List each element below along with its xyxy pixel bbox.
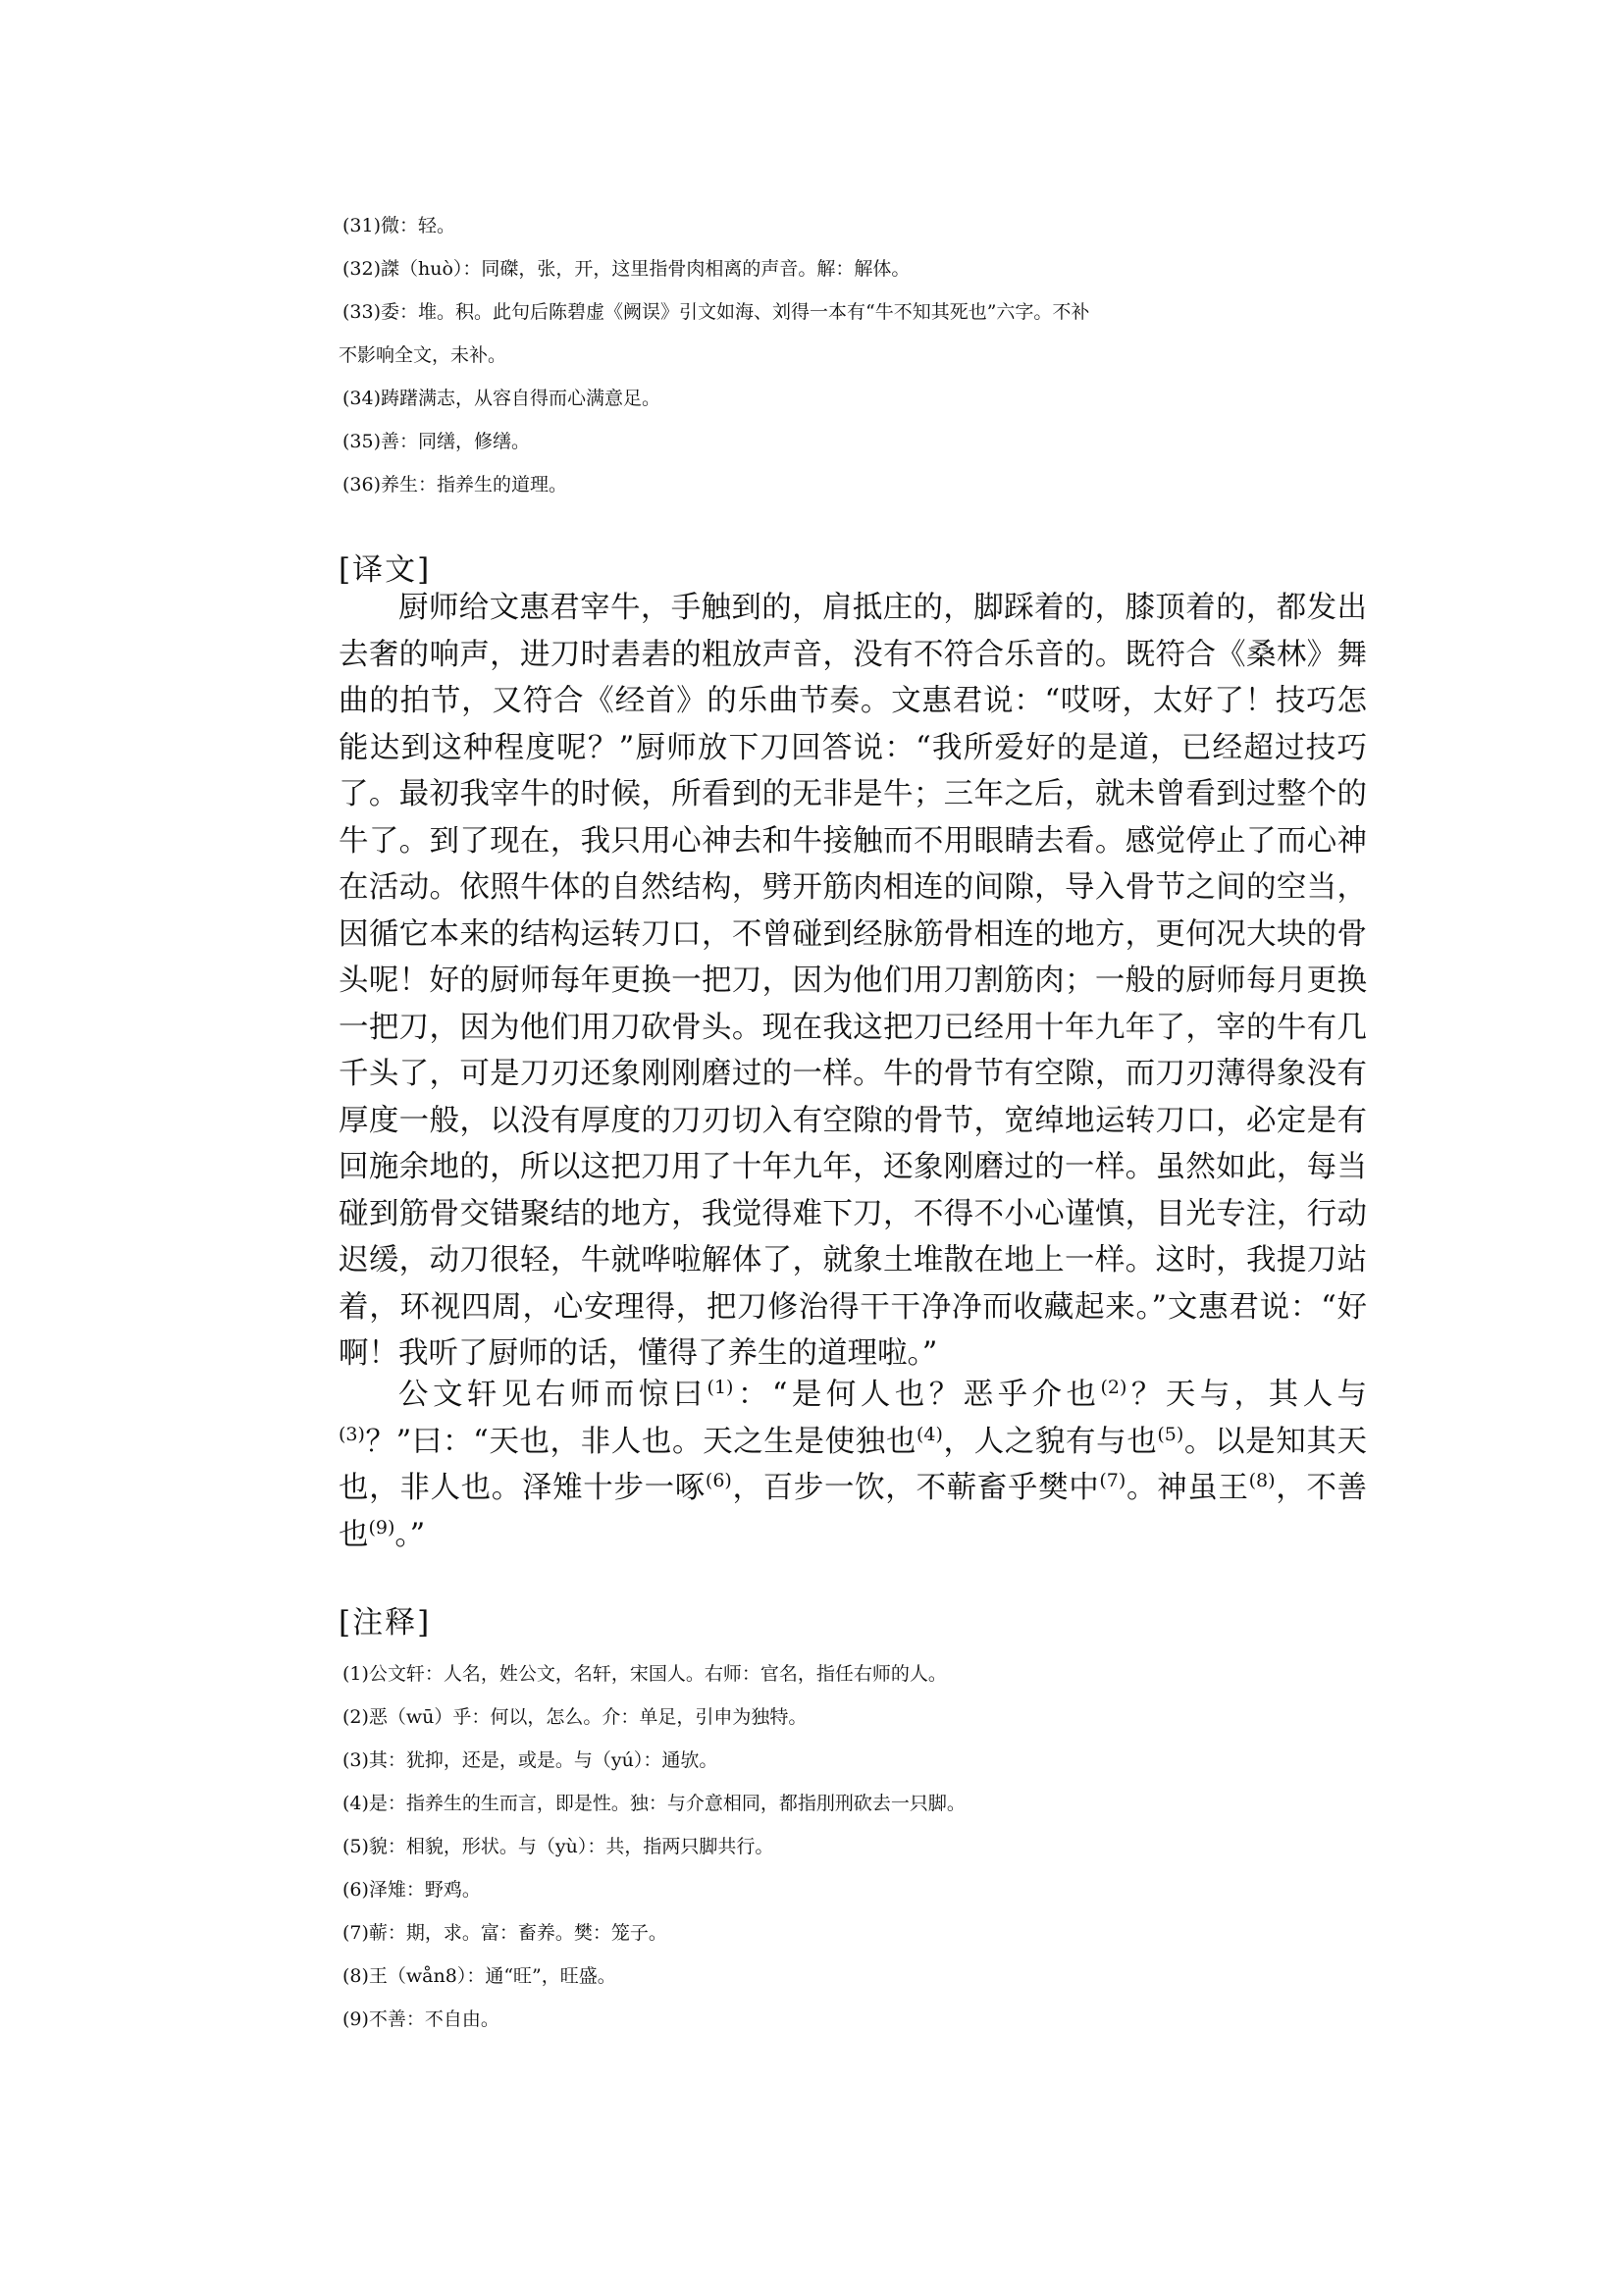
annotation-8: (8)王（wån8）：通“旺”，旺盛。	[342, 1965, 616, 1987]
note-33-line1: (33)委：堆。积。此句后陈碧虚《阙误》引文如海、刘得一本有“牛不知其死也”六字。不补	[342, 301, 1090, 323]
passage-segment: 。”	[394, 1517, 426, 1552]
annotation-1: (1)公文轩：人名，姓公文，名轩，宋国人。右师：官名，指任右师的人。	[342, 1663, 947, 1685]
translation-heading: [译文]	[339, 552, 432, 588]
passage-segment: 。神虽王	[1126, 1471, 1249, 1505]
annotation-4: (4)是：指养生的生而言，即是性。独：与介意相同，都指刖刑砍去一只脚。	[342, 1793, 966, 1814]
translation-paragraph: 厨师给文惠君宰牛，手触到的，肩抵庄的，脚踩着的，膝顶着的，都发出去奢的响声，进刀时砉砉的粗放声音，没有不符合乐音的。既符合《桑林》舞曲的拍节，又符合《经首》的乐曲节奏。文惠君说：“哎呀，太好了！技巧怎能达到这种程度呢？”厨师放下刀回答说：“我所爱好的是道，已经超过技巧了。最初我宰牛的时候，所看到的无非是牛；三年之后，就未曾看到过整个的牛了。到了现在，我只用心神去和牛接触而不用眼睛去看。感觉停止了而心神在活动。依照牛体的自然结构，劈开筋肉相连的间隙，导入骨节之间的空当，因循它本来的结构运转刀口，不曾碰到经脉筋骨相连的地方，更何况大块的骨头呢！好的厨师每年更换一把刀，因为他们用刀割筋肉；一般的厨师每月更换一把刀，因为他们用刀砍骨头。现在我这把刀已经用十年九年了，宰的牛有几千头了，可是刀刃还象刚刚磨过的一样。牛的骨节有空隙，而刀刃薄得象没有厚度一般，以没有厚度的刀刃切入有空隙的骨节，宽绰地运转刀口，必定是有回施余地的，所以这把刀用了十年九年，还象刚磨过的一样。虽然如此，每当碰到筋骨交错聚结的地方，我觉得难下刀，不得不小心谨慎，目光专注，行动迟缓，动刀很轻，牛就哗啦解体了，就象土堆散在地上一样。这时，我提刀站着，环视四周，心安理得，把刀修治得干干净净而收藏起来。”文惠君说：“好啊！我听了厨师的话，懂得了养生的道理啦。”	[339, 591, 1367, 1371]
footnote-marker-2: (2)	[1100, 1376, 1127, 1398]
note-33-line2: 不影响全文，未补。	[339, 344, 507, 366]
annotation-2: (2)恶（wū）乎：何以，怎么。介：单足，引申为独特。	[342, 1706, 808, 1728]
passage-segment: 公文轩见右师而惊曰	[398, 1378, 707, 1412]
annotation-7: (7)蕲：期，求。富：畜养。樊：笼子。	[342, 1922, 667, 1944]
annotation-3: (3)其：犹抑，还是，或是。与（yú）：通欤。	[342, 1749, 718, 1771]
footnote-marker-6: (6)	[705, 1469, 732, 1491]
footnote-marker-7: (7)	[1099, 1469, 1126, 1491]
note-33	[339, 290, 1359, 377]
footnote-marker-8: (8)	[1248, 1469, 1276, 1491]
footnote-marker-5: (5)	[1157, 1423, 1184, 1445]
footnote-marker-3: (3)	[339, 1423, 365, 1445]
bottom-notes-list	[339, 1652, 1359, 2041]
notes-heading: [注释]	[339, 1605, 432, 1641]
note-32: (32)謋（huò）：同磔，张，开，这里指骨肉相离的声音。解：解体。	[342, 258, 911, 280]
original-passage	[339, 1372, 1367, 1558]
annotation-5: (5)貌：相貌，形状。与（yù）：共，指两只脚共行。	[342, 1836, 774, 1857]
note-34: (34)踌躇满志，从容自得而心满意足。	[342, 388, 661, 409]
passage-segment: 。以是知其天也，非人也。泽雉十步一啄	[339, 1424, 1368, 1505]
annotation-6: (6)泽雉：野鸡。	[342, 1879, 481, 1901]
annotation-9: (9)不善：不自由。	[342, 2008, 499, 2030]
note-36: (36)养生：指养生的道理。	[342, 474, 568, 495]
passage-segment: ，人之貌有与也	[942, 1424, 1158, 1459]
passage-segment: ？”曰：“天也，非人也。天之生是使独也	[364, 1424, 917, 1459]
footnote-marker-9: (9)	[368, 1516, 395, 1538]
note-35: (35)善：同缮，修缮。	[342, 431, 531, 452]
note-31: (31)微：轻。	[342, 215, 456, 236]
passage-segment: ？天与，其人与	[1126, 1378, 1368, 1412]
footnote-marker-1: (1)	[707, 1376, 734, 1398]
top-notes-list	[339, 204, 1359, 506]
footnote-marker-4: (4)	[917, 1423, 943, 1445]
passage-segment: ，百步一饮，不蕲畜乎樊中	[731, 1471, 1100, 1505]
passage-segment: ：“是何人也？恶乎介也	[733, 1378, 1101, 1412]
passage-segment: ，不善也	[339, 1471, 1368, 1552]
